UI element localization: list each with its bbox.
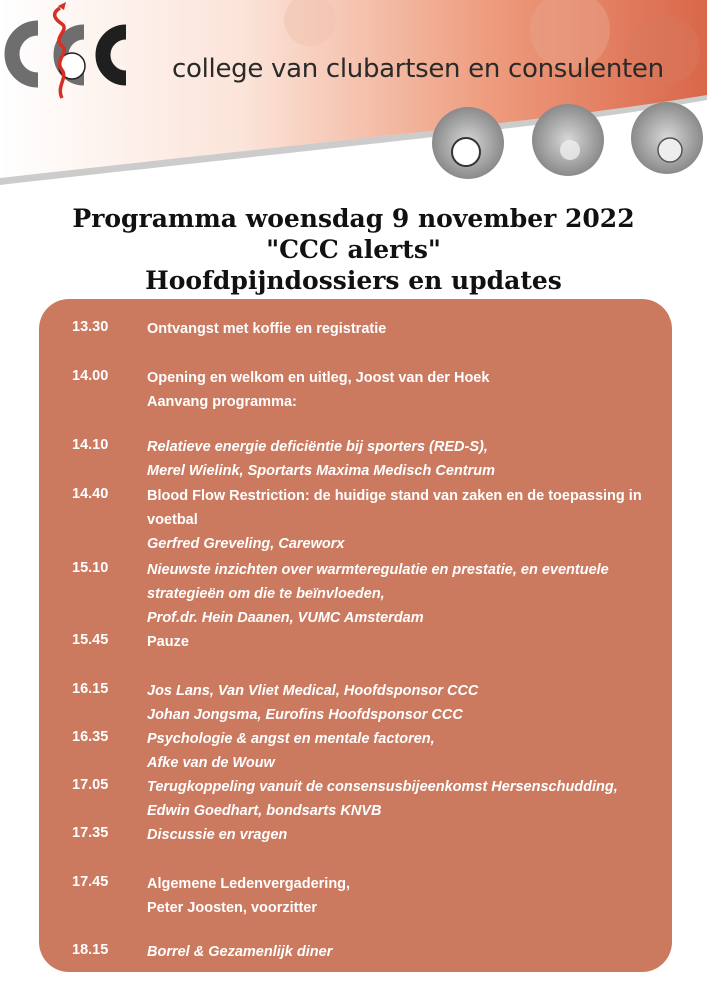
program-time: 16.15 [72,681,109,697]
program-time: 15.45 [72,632,109,648]
program-time: 14.40 [72,486,109,502]
program-time: 13.30 [72,319,109,335]
program-description [147,632,667,656]
program-time: 17.35 [72,825,109,841]
program-description [147,874,667,922]
program-line: Blood Flow Restriction: de huidige stand van zaken en de toepassing in [147,488,642,504]
page-title [0,203,707,296]
header-banner [0,0,707,195]
photo-circle-2-icon [532,104,604,176]
title-line-1: Programma woensdag 9 november 2022 [72,204,635,233]
program-panel [39,299,672,972]
program-line: Gerfred Greveling, Careworx [147,536,345,552]
program-line: Opening en welkom en uitleg, Joost van der Hoek [147,370,490,386]
program-line: Relatieve energie deficiëntie bij sporters (RED-S), [147,439,488,455]
program-line: Discussie en vragen [147,827,288,843]
program-time: 18.15 [72,942,109,958]
program-line: Peter Joosten, voorzitter [147,900,318,916]
program-line: Prof.dr. Hein Daanen, VUMC Amsterdam [147,610,424,626]
program-time: 14.10 [72,437,109,453]
program-description [147,942,667,966]
program-line: strategieën om die te beïnvloeden, [147,586,385,602]
program-time: 16.35 [72,729,109,745]
program-time: 17.45 [72,874,109,890]
org-name: college van clubartsen en consulenten [172,54,664,84]
program-line: Afke van de Wouw [147,755,275,771]
program-line: voetbal [147,512,198,528]
program-line: Algemene Ledenvergadering, [147,876,351,892]
program-description [147,437,667,485]
program-description [147,825,667,849]
program-time: 14.00 [72,368,109,384]
program-line: Psychologie & angst en mentale factoren, [147,731,435,747]
program-line: Aanvang programma: [147,394,297,410]
program-time: 15.10 [72,560,109,576]
program-line: Edwin Goedhart, bondsarts KNVB [147,803,382,819]
program-line: Pauze [147,634,189,650]
program-line: Terugkoppeling vanuit de consensusbijeenkomst Hersenschudding, [147,779,618,795]
program-line: Nieuwste inzichten over warmteregulatie en prestatie, en eventuele [147,562,609,578]
program-line: Jos Lans, Van Vliet Medical, Hoofdsponsor CCC [147,683,479,699]
program-line: Ontvangst met koffie en registratie [147,321,387,337]
title-line-2: "CCC alerts" [266,235,441,264]
program-description [147,368,667,416]
program-line: Johan Jongsma, Eurofins Hoofdsponsor CCC [147,707,463,723]
program-time: 17.05 [72,777,109,793]
program-line: Merel Wielink, Sportarts Maxima Medisch Centrum [147,463,495,479]
program-description [147,486,667,558]
ccc-logo [0,0,140,110]
program-description [147,681,667,729]
program-description [147,319,667,343]
title-line-3: Hoofdpijndossiers en updates [145,266,562,295]
program-line: Borrel & Gezamenlijk diner [147,944,333,960]
program-description [147,560,667,632]
program-description [147,729,667,777]
program-description [147,777,667,825]
